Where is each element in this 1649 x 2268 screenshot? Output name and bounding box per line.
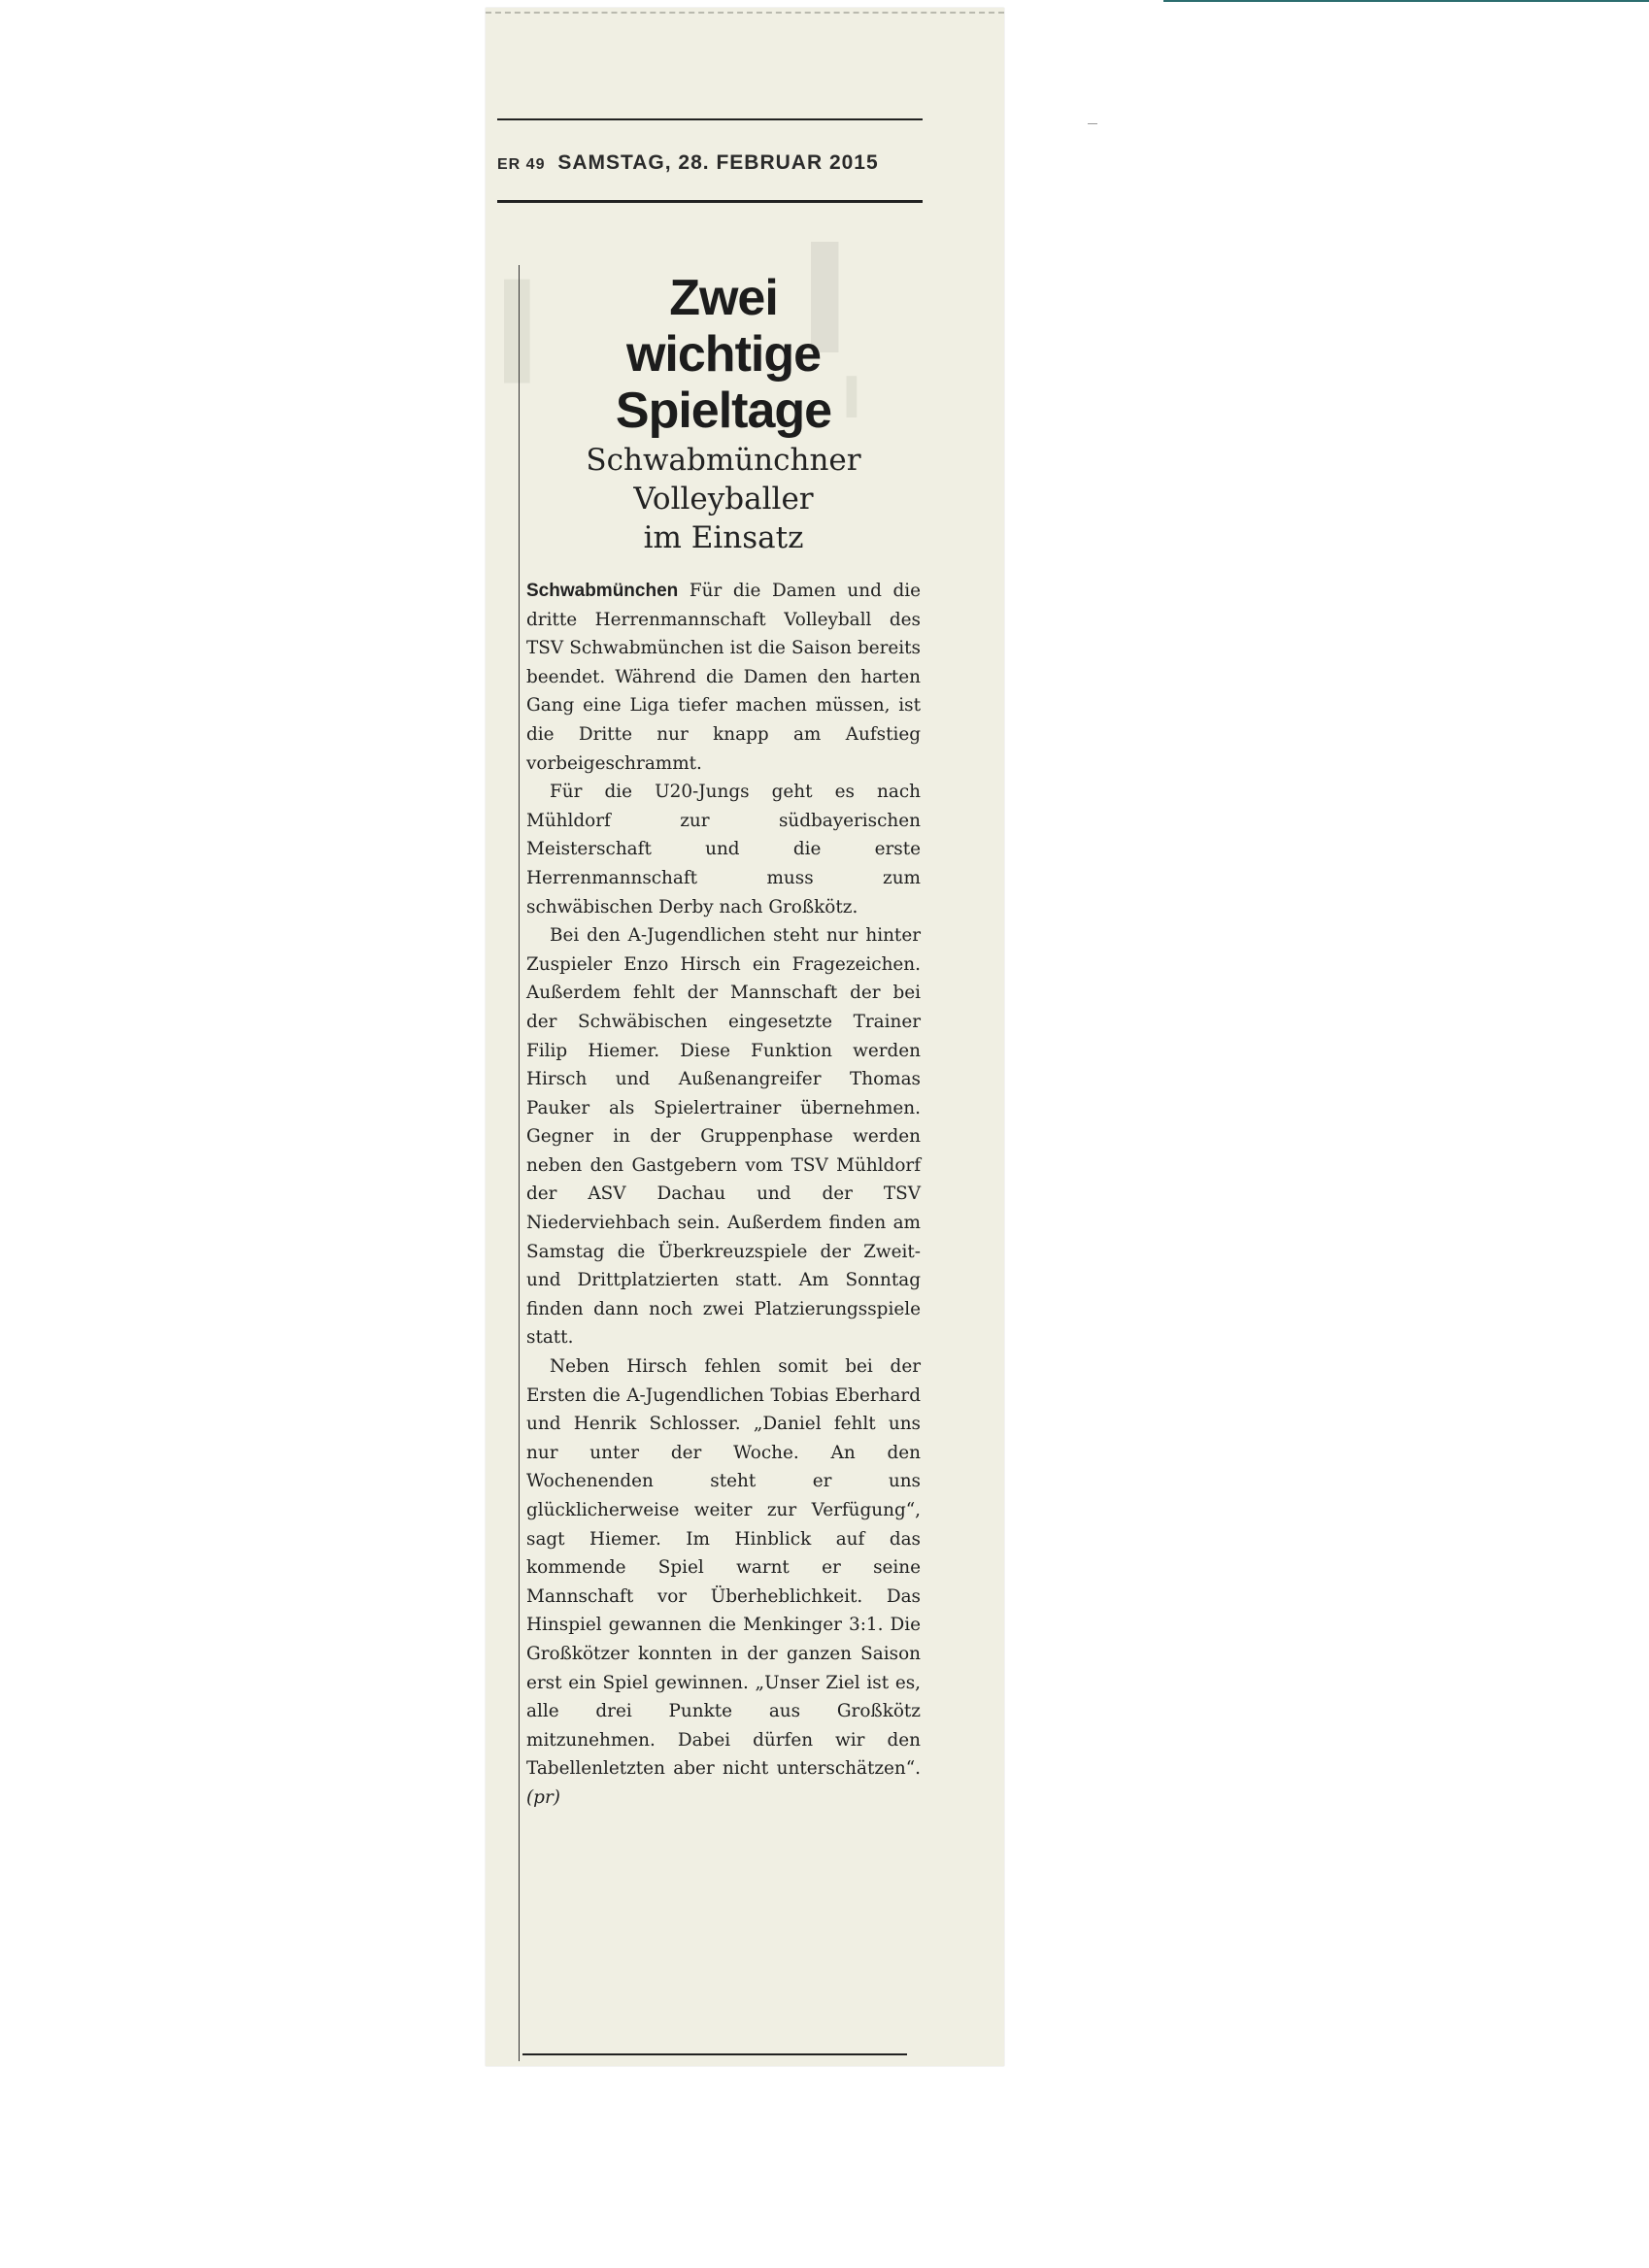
article xyxy=(526,270,921,1813)
headline-line: Spieltage xyxy=(615,383,832,439)
column-rule xyxy=(519,265,520,2061)
author-initials: (pr) xyxy=(526,1786,560,1808)
show-through-text-right-small: ▍ xyxy=(847,377,874,417)
show-through-text-left: ▍ xyxy=(505,280,573,383)
article-end-rule xyxy=(522,2053,907,2055)
header-rule-top xyxy=(497,118,923,120)
paragraph xyxy=(526,1352,921,1813)
subheadline-line: Schwabmünchner xyxy=(586,443,861,478)
page-number: ER 49 xyxy=(497,156,546,173)
scan-speck xyxy=(1088,123,1097,124)
paragraph-text: Für die Damen und die dritte Herrenmannschaft Volleyball des TSV Schwabmünchen ist die Saison bereits beendet. Während die Damen den harten Gang eine Liga tiefer machen müssen, ist die Dritte nur knapp am Aufstieg vorbeigeschrammt. xyxy=(526,581,921,774)
headline-line: wichtige xyxy=(625,326,822,383)
paragraph-text: Neben Hirsch fehlen somit bei der Ersten die A-Jugendlichen Tobias Eberhard und Henrik Schlosser. „Daniel fehlt uns nur unter der Woche. An den Wochenenden steht er uns glücklicherweise weiter zur Verfügung“, sagt Hiemer. Im Hinblick auf das kommende Spiel warnt er seine Mannschaft vor Überheblichkeit. Das Hinspiel gewannen die Menkinger 3:1. Die Großkötzer konnten in der ganzen Saison erst ein Spiel gewinnen. „Unser Ziel ist es, alle drei Punkte aus Großkötz mitzunehmen. Dabei dürfen wir den Tabellenletzten aber nicht unterschätzen“. xyxy=(526,1356,921,1780)
show-through-text-right: ▍ xyxy=(812,242,884,351)
subheadline-line: im Einsatz xyxy=(643,520,804,555)
scan-edge-line xyxy=(1163,0,1649,2)
paragraph-text: Für die U20-Jungs geht es nach Mühldorf zur südbayerischen Meisterschaft und die erste Herrenmannschaft muss zum schwäbischen Derby nach Großkötz. xyxy=(526,782,921,917)
paragraph xyxy=(526,577,921,778)
issue-date: SAMSTAG, 28. FEBRUAR 2015 xyxy=(557,151,879,174)
subheadline-line: Volleyballer xyxy=(633,482,814,517)
dateline: Schwabmünchen xyxy=(526,581,679,601)
header-rule-bottom xyxy=(497,200,923,203)
page-header xyxy=(497,151,925,175)
newspaper-clipping xyxy=(486,8,1004,2066)
paragraph xyxy=(526,778,921,921)
paragraph xyxy=(526,921,921,1352)
headline-line: Zwei xyxy=(669,270,778,326)
article-body xyxy=(526,577,921,1813)
subheadline xyxy=(526,441,921,557)
headline xyxy=(526,270,921,439)
cut-edge xyxy=(486,12,1004,14)
paragraph-text: Bei den A-Jugendlichen steht nur hinter Zuspieler Enzo Hirsch ein Fragezeichen. Außerdem fehlt der Mannschaft der bei der Schwäbischen eingesetzte Trainer Filip Hiemer. Diese Funktion werden Hirsch und Außenangreifer Thomas Pauker als Spielertrainer übernehmen. Gegner in der Gruppenphase werden neben den Gastgebern vom TSV Mühldorf der ASV Dachau und der TSV Niederviehbach sein. Außerdem finden am Samstag die Überkreuzspiele der Zweit- und Drittplatzierten statt. Am Sonntag finden dann noch zwei Platzierungsspiele statt. xyxy=(526,925,921,1349)
